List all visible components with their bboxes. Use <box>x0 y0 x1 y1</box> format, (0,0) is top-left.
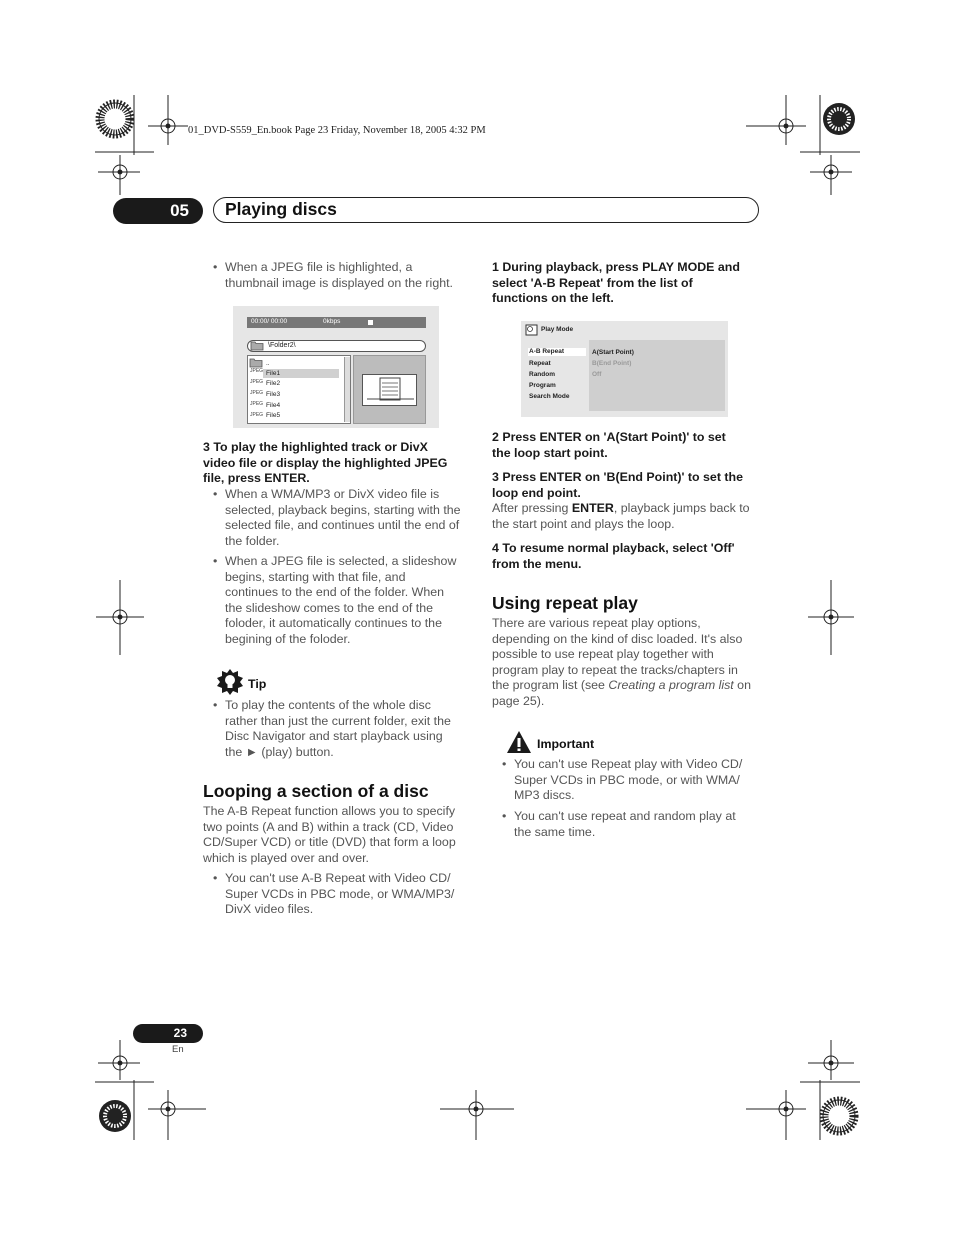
looping-body: The A-B Repeat function allows you to specify two points (A and B) within a track (CD, Video CD/Super VCD) or title (DVD) that form a loop which is played over and over. <box>203 804 456 865</box>
parent-folder-item[interactable]: .. <box>266 360 270 367</box>
thumbnail-image <box>362 374 417 406</box>
menu-item-repeat[interactable]: Repeat <box>529 360 551 367</box>
jpeg-icon: JPEG <box>250 412 264 418</box>
tip-lightbulb-icon <box>216 668 244 696</box>
important-label: Important <box>537 737 595 751</box>
looping-bullet: • You can't use A-B Repeat with Video CD/ Super VCDs in PBC mode, or WMA/MP3/ DivX video files. <box>213 871 455 917</box>
folder-up-icon <box>249 357 263 368</box>
list-item-file3[interactable]: File3 <box>266 391 281 398</box>
bullet-wma: • When a WMA/MP3 or DivX video file is selected, playback begins, starting with the selected file, and continues until the end of the folder. <box>213 487 461 548</box>
menu-item-random[interactable]: Random <box>529 371 555 378</box>
step-3-right: 3 Press ENTER on 'B(End Point)' to set the loop end point. <box>492 470 743 500</box>
list-item-file2[interactable]: File2 <box>266 380 281 387</box>
play-mode-icon <box>525 324 538 336</box>
step-2-right: 2 Press ENTER on 'A(Start Point)' to set the loop start point. <box>492 430 726 460</box>
list-item-file1[interactable]: File1 <box>266 370 281 377</box>
jpeg-icon: JPEG <box>250 379 264 385</box>
book-header: 01_DVD-S559_En.book Page 23 Friday, November 18, 2005 4:32 PM <box>188 125 486 136</box>
jpeg-icon: JPEG <box>250 401 264 407</box>
option-off[interactable]: Off <box>592 371 602 378</box>
step-3-left: 3 To play the highlighted track or DivX video file or display the highlighted JPEG file, press ENTER. <box>203 440 448 486</box>
important-bullet-2: • You can't use repeat and random play at the same time. <box>502 809 736 839</box>
menu-item-ab-repeat[interactable]: A-B Repeat <box>529 348 565 355</box>
important-bullet-1: • You can't use Repeat play with Video CD/ Super VCDs in PBC mode, or with WMA/ MP3 discs. <box>502 757 743 803</box>
list-item-file4[interactable]: File4 <box>266 402 281 409</box>
page-language: En <box>172 1044 184 1055</box>
bullet-slideshow: • When a JPEG file is selected, a slideshow begins, starting with that file, and continues to the end of the folder. When the slideshow comes to the end of the foloder, it automatically continues to the begining of the foloder. <box>213 554 457 646</box>
chapter-number: 05 <box>170 201 189 220</box>
stop-icon <box>368 320 373 325</box>
tip-bullet: • To play the contents of the whole disc rather than just the current folder, exit the Disc Navigator and start playback using the ► (play) button. <box>213 698 451 759</box>
scrollbar[interactable] <box>344 357 350 422</box>
menu-item-search-mode[interactable]: Search Mode <box>529 393 570 400</box>
tip-label: Tip <box>248 677 267 691</box>
folder-icon <box>250 340 264 351</box>
step-1-right: 1 During playback, press PLAY MODE and select 'A-B Repeat' from the list of functions on the left. <box>492 260 740 306</box>
option-a-start-point[interactable]: A(Start Point) <box>592 349 634 356</box>
time-readout: 00:00/ 00:00 <box>251 318 288 325</box>
jpeg-icon: JPEG <box>250 368 264 374</box>
looping-heading: Looping a section of a disc <box>203 781 429 801</box>
repeat-heading: Using repeat play <box>492 593 638 613</box>
bullet-jpeg: • When a JPEG file is highlighted, a thumbnail image is displayed on the right. <box>213 260 453 290</box>
repeat-body: There are various repeat play options, depending on the kind of disc loaded. It's also possible to use repeat play together with program play to repeat the tracks/chapters in the program list (see Creating a program list on page 25). <box>492 616 751 708</box>
list-item-file5[interactable]: File5 <box>266 412 281 419</box>
menu-item-program[interactable]: Program <box>529 382 556 389</box>
bitrate-readout: 0kbps <box>323 318 341 325</box>
step-4-right: 4 To resume normal playback, select 'Off' from the menu. <box>492 541 735 571</box>
important-warning-icon <box>506 730 532 754</box>
jpeg-icon: JPEG <box>250 390 264 396</box>
chapter-title: Playing discs <box>225 199 337 219</box>
folder-path-text: \Folder2\ <box>268 342 296 349</box>
page-number: 23 <box>173 1026 187 1040</box>
option-b-end-point[interactable]: B(End Point) <box>592 360 632 367</box>
play-mode-title: Play Mode <box>541 326 574 333</box>
step-3-body: After pressing ENTER, playback jumps back to the start point and plays the loop. <box>492 501 750 531</box>
